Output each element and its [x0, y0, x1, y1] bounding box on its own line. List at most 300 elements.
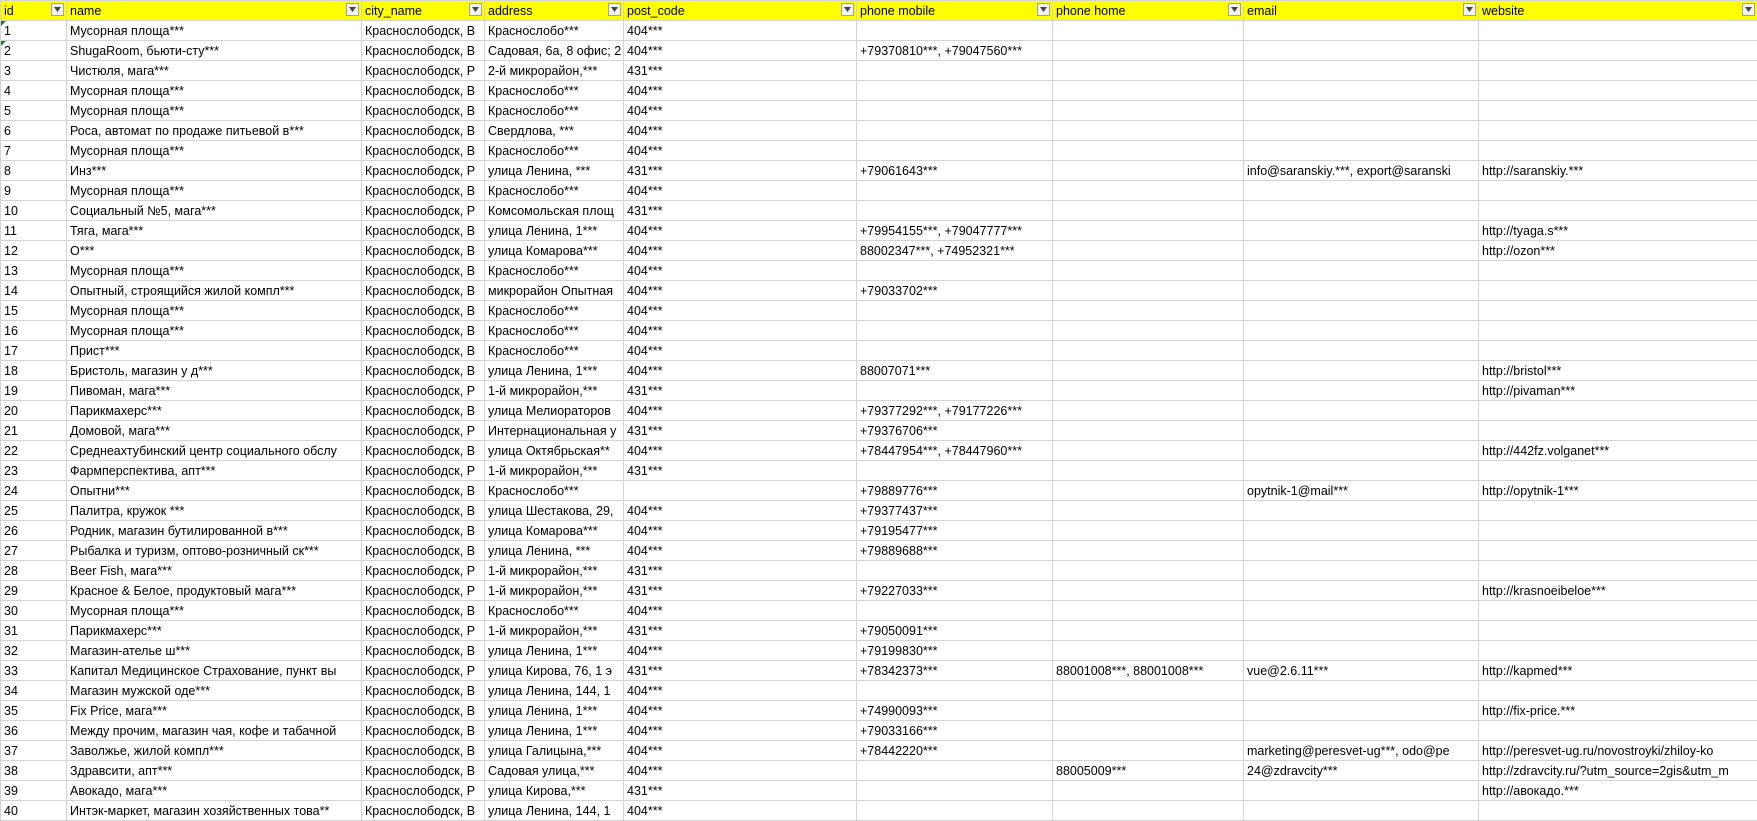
cell-city[interactable]: Краснослободск, В — [362, 521, 485, 541]
cell-email[interactable] — [1244, 181, 1479, 201]
cell-phone-home[interactable] — [1053, 141, 1244, 161]
cell-email[interactable] — [1244, 561, 1479, 581]
cell-email[interactable] — [1244, 341, 1479, 361]
cell-post-code[interactable]: 431*** — [624, 581, 857, 601]
cell-website[interactable]: http://pivaman*** — [1479, 381, 1757, 401]
cell-post-code[interactable]: 431*** — [624, 161, 857, 181]
cell-name[interactable]: Среднеахтубинский центр социального обслу — [67, 441, 362, 461]
cell-post-code[interactable]: 404*** — [624, 601, 857, 621]
cell-phone-home[interactable] — [1053, 501, 1244, 521]
cell-name[interactable]: Мусорная площа*** — [67, 101, 362, 121]
cell-phone-home[interactable] — [1053, 721, 1244, 741]
cell-post-code[interactable]: 404*** — [624, 101, 857, 121]
cell-website[interactable]: http://442fz.volganet*** — [1479, 441, 1757, 461]
cell-phone-mobile[interactable]: +79033702*** — [857, 281, 1053, 301]
cell-phone-home[interactable] — [1053, 681, 1244, 701]
cell-post-code[interactable]: 404*** — [624, 121, 857, 141]
cell-city[interactable]: Краснослободск, В — [362, 761, 485, 781]
cell-id[interactable]: 2 — [1, 41, 67, 61]
cell-city[interactable]: Краснослободск, Р — [362, 61, 485, 81]
cell-id[interactable]: 29 — [1, 581, 67, 601]
cell-website[interactable] — [1479, 801, 1757, 821]
cell-id[interactable]: 6 — [1, 121, 67, 141]
cell-address[interactable]: Краснослобо*** — [485, 301, 624, 321]
cell-name[interactable]: Мусорная площа*** — [67, 181, 362, 201]
cell-address[interactable]: 1-й микрорайон,*** — [485, 461, 624, 481]
cell-city[interactable]: Краснослободск, Р — [362, 461, 485, 481]
cell-name[interactable]: Опытный, строящийся жилой компл*** — [67, 281, 362, 301]
cell-city[interactable]: Краснослободск, В — [362, 261, 485, 281]
cell-id[interactable]: 19 — [1, 381, 67, 401]
cell-id[interactable]: 30 — [1, 601, 67, 621]
cell-phone-home[interactable] — [1053, 601, 1244, 621]
cell-phone-home[interactable]: 88001008***, 88001008*** — [1053, 661, 1244, 681]
cell-id[interactable]: 20 — [1, 401, 67, 421]
cell-website[interactable] — [1479, 461, 1757, 481]
cell-phone-mobile[interactable]: +79199830*** — [857, 641, 1053, 661]
cell-website[interactable] — [1479, 141, 1757, 161]
cell-post-code[interactable]: 404*** — [624, 521, 857, 541]
cell-address[interactable]: Краснослобо*** — [485, 81, 624, 101]
cell-city[interactable]: Краснослободск, Р — [362, 661, 485, 681]
cell-city[interactable]: Краснослободск, Р — [362, 581, 485, 601]
cell-phone-mobile[interactable] — [857, 61, 1053, 81]
cell-address[interactable]: Краснослобо*** — [485, 601, 624, 621]
cell-id[interactable]: 40 — [1, 801, 67, 821]
cell-city[interactable]: Краснослободск, В — [362, 401, 485, 421]
cell-city[interactable]: Краснослободск, Р — [362, 561, 485, 581]
cell-website[interactable] — [1479, 61, 1757, 81]
cell-address[interactable]: Краснослобо*** — [485, 21, 624, 41]
cell-website[interactable] — [1479, 561, 1757, 581]
cell-city[interactable]: Краснослободск, В — [362, 221, 485, 241]
cell-phone-mobile[interactable]: 88007071*** — [857, 361, 1053, 381]
cell-name[interactable]: Между прочим, магазин чая, кофе и табачной — [67, 721, 362, 741]
cell-id[interactable]: 39 — [1, 781, 67, 801]
cell-city[interactable]: Краснослободск, В — [362, 741, 485, 761]
cell-phone-home[interactable] — [1053, 101, 1244, 121]
cell-address[interactable]: Комсомольская площ — [485, 201, 624, 221]
cell-website[interactable]: http://krasnoeibeloe*** — [1479, 581, 1757, 601]
cell-address[interactable]: улица Комарова*** — [485, 521, 624, 541]
cell-website[interactable]: http://ozon*** — [1479, 241, 1757, 261]
cell-address[interactable]: улица Ленина, 1*** — [485, 221, 624, 241]
cell-phone-home[interactable] — [1053, 261, 1244, 281]
cell-post-code[interactable]: 431*** — [624, 661, 857, 681]
cell-website[interactable]: http://opytnik-1*** — [1479, 481, 1757, 501]
cell-address[interactable]: улица Ленина, *** — [485, 541, 624, 561]
cell-id[interactable]: 22 — [1, 441, 67, 461]
cell-name[interactable]: Мусорная площа*** — [67, 141, 362, 161]
cell-id[interactable]: 28 — [1, 561, 67, 581]
cell-name[interactable]: Пивоман, мага*** — [67, 381, 362, 401]
cell-city[interactable]: Краснослободск, В — [362, 181, 485, 201]
cell-email[interactable] — [1244, 681, 1479, 701]
cell-post-code[interactable]: 404*** — [624, 21, 857, 41]
cell-id[interactable]: 14 — [1, 281, 67, 301]
cell-website[interactable] — [1479, 721, 1757, 741]
column-header-address[interactable] — [485, 1, 624, 21]
cell-website[interactable] — [1479, 681, 1757, 701]
cell-email[interactable] — [1244, 421, 1479, 441]
cell-email[interactable] — [1244, 101, 1479, 121]
cell-website[interactable] — [1479, 181, 1757, 201]
cell-phone-home[interactable] — [1053, 801, 1244, 821]
cell-name[interactable]: Fix Price, мага*** — [67, 701, 362, 721]
cell-post-code[interactable]: 404*** — [624, 541, 857, 561]
cell-website[interactable] — [1479, 41, 1757, 61]
cell-name[interactable]: Родник, магазин бутилированной в*** — [67, 521, 362, 541]
cell-phone-home[interactable] — [1053, 561, 1244, 581]
column-header-phone-mobile[interactable] — [857, 1, 1053, 21]
cell-name[interactable]: Бристоль, магазин у д*** — [67, 361, 362, 381]
cell-email[interactable] — [1244, 501, 1479, 521]
cell-id[interactable]: 8 — [1, 161, 67, 181]
cell-name[interactable]: Капитал Медицинское Страхование, пункт вы — [67, 661, 362, 681]
cell-phone-home[interactable] — [1053, 421, 1244, 441]
cell-address[interactable]: улица Ленина, 1*** — [485, 701, 624, 721]
cell-name[interactable]: Магазин-ателье ш*** — [67, 641, 362, 661]
cell-email[interactable] — [1244, 641, 1479, 661]
cell-email[interactable] — [1244, 521, 1479, 541]
cell-phone-mobile[interactable]: +79889688*** — [857, 541, 1053, 561]
cell-website[interactable] — [1479, 341, 1757, 361]
cell-city[interactable]: Краснослободск, Р — [362, 421, 485, 441]
cell-website[interactable] — [1479, 21, 1757, 41]
cell-address[interactable]: улица Кирова, 76, 1 э — [485, 661, 624, 681]
cell-email[interactable] — [1244, 401, 1479, 421]
cell-post-code[interactable]: 431*** — [624, 621, 857, 641]
cell-address[interactable]: Краснослобо*** — [485, 141, 624, 161]
cell-post-code[interactable]: 404*** — [624, 301, 857, 321]
cell-post-code[interactable]: 431*** — [624, 461, 857, 481]
cell-email[interactable] — [1244, 321, 1479, 341]
cell-website[interactable]: http://zdravcity.ru/?utm_source=2gis&utm_m — [1479, 761, 1757, 781]
cell-phone-mobile[interactable] — [857, 801, 1053, 821]
cell-address[interactable]: улица Ленина, *** — [485, 161, 624, 181]
cell-phone-mobile[interactable]: +79376706*** — [857, 421, 1053, 441]
cell-name[interactable]: Инз*** — [67, 161, 362, 181]
cell-phone-home[interactable] — [1053, 461, 1244, 481]
cell-phone-mobile[interactable] — [857, 781, 1053, 801]
cell-name[interactable]: Палитра, кружок *** — [67, 501, 362, 521]
cell-email[interactable] — [1244, 81, 1479, 101]
cell-name[interactable]: Прист*** — [67, 341, 362, 361]
cell-id[interactable]: 34 — [1, 681, 67, 701]
cell-phone-home[interactable] — [1053, 641, 1244, 661]
cell-post-code[interactable]: 404*** — [624, 261, 857, 281]
cell-city[interactable]: Краснослободск, Р — [362, 621, 485, 641]
cell-city[interactable]: Краснослободск, В — [362, 701, 485, 721]
cell-post-code[interactable]: 404*** — [624, 641, 857, 661]
cell-phone-home[interactable] — [1053, 781, 1244, 801]
cell-email[interactable]: 24@zdravcity*** — [1244, 761, 1479, 781]
cell-phone-home[interactable] — [1053, 81, 1244, 101]
cell-email[interactable] — [1244, 301, 1479, 321]
cell-post-code[interactable]: 404*** — [624, 341, 857, 361]
cell-post-code[interactable]: 431*** — [624, 781, 857, 801]
cell-phone-mobile[interactable]: +79061643*** — [857, 161, 1053, 181]
cell-address[interactable]: Интернациональная у — [485, 421, 624, 441]
cell-email[interactable] — [1244, 241, 1479, 261]
cell-id[interactable]: 36 — [1, 721, 67, 741]
cell-email[interactable]: opytnik-1@mail*** — [1244, 481, 1479, 501]
cell-city[interactable]: Краснослободск, В — [362, 281, 485, 301]
cell-phone-home[interactable] — [1053, 521, 1244, 541]
cell-website[interactable] — [1479, 81, 1757, 101]
cell-id[interactable]: 21 — [1, 421, 67, 441]
cell-address[interactable]: улица Галицына,*** — [485, 741, 624, 761]
cell-name[interactable]: Интэк-маркет, магазин хозяйственных това** — [67, 801, 362, 821]
cell-address[interactable]: улица Октябрьская** — [485, 441, 624, 461]
cell-id[interactable]: 31 — [1, 621, 67, 641]
cell-website[interactable] — [1479, 101, 1757, 121]
cell-website[interactable]: http://peresvet-ug.ru/novostroyki/zhiloy-ko — [1479, 741, 1757, 761]
cell-post-code[interactable]: 431*** — [624, 201, 857, 221]
cell-email[interactable] — [1244, 581, 1479, 601]
cell-phone-mobile[interactable]: +79889776*** — [857, 481, 1053, 501]
filter-dropdown-icon[interactable] — [1037, 3, 1050, 16]
cell-id[interactable]: 16 — [1, 321, 67, 341]
cell-address[interactable]: 2-й микрорайон,*** — [485, 61, 624, 81]
cell-city[interactable]: Краснослободск, Р — [362, 381, 485, 401]
filter-dropdown-icon[interactable] — [841, 3, 854, 16]
cell-name[interactable]: Мусорная площа*** — [67, 261, 362, 281]
cell-phone-home[interactable] — [1053, 321, 1244, 341]
cell-address[interactable]: Краснослобо*** — [485, 341, 624, 361]
cell-id[interactable]: 13 — [1, 261, 67, 281]
cell-city[interactable]: Краснослободск, Р — [362, 161, 485, 181]
cell-address[interactable]: улица Шестакова, 29, — [485, 501, 624, 521]
cell-address[interactable]: улица Кирова,*** — [485, 781, 624, 801]
cell-city[interactable]: Краснослободск, В — [362, 541, 485, 561]
cell-website[interactable]: http://bristol*** — [1479, 361, 1757, 381]
filter-dropdown-icon[interactable] — [469, 3, 482, 16]
cell-website[interactable] — [1479, 501, 1757, 521]
cell-name[interactable]: Мусорная площа*** — [67, 21, 362, 41]
cell-email[interactable] — [1244, 61, 1479, 81]
filter-dropdown-icon[interactable] — [608, 3, 621, 16]
cell-phone-mobile[interactable]: +74990093*** — [857, 701, 1053, 721]
cell-address[interactable]: Садовая улица,*** — [485, 761, 624, 781]
cell-name[interactable]: Парикмахерс*** — [67, 401, 362, 421]
cell-email[interactable] — [1244, 721, 1479, 741]
filter-dropdown-icon[interactable] — [51, 3, 64, 16]
cell-phone-home[interactable] — [1053, 21, 1244, 41]
cell-phone-mobile[interactable]: +78447954***, +78447960*** — [857, 441, 1053, 461]
column-header-name[interactable] — [67, 1, 362, 21]
cell-phone-mobile[interactable] — [857, 761, 1053, 781]
column-header-email[interactable] — [1244, 1, 1479, 21]
cell-address[interactable]: улица Комарова*** — [485, 241, 624, 261]
cell-id[interactable]: 7 — [1, 141, 67, 161]
cell-phone-home[interactable] — [1053, 41, 1244, 61]
cell-name[interactable]: Роса, автомат по продаже питьевой в*** — [67, 121, 362, 141]
cell-address[interactable]: Краснослобо*** — [485, 481, 624, 501]
cell-website[interactable]: http://fix-price.*** — [1479, 701, 1757, 721]
cell-phone-mobile[interactable]: 88002347***, +74952321*** — [857, 241, 1053, 261]
cell-website[interactable]: http://kapmed*** — [1479, 661, 1757, 681]
cell-phone-mobile[interactable]: +79033166*** — [857, 721, 1053, 741]
cell-phone-mobile[interactable] — [857, 681, 1053, 701]
cell-id[interactable]: 3 — [1, 61, 67, 81]
cell-website[interactable] — [1479, 301, 1757, 321]
cell-phone-home[interactable] — [1053, 741, 1244, 761]
cell-post-code[interactable]: 431*** — [624, 421, 857, 441]
cell-phone-home[interactable] — [1053, 181, 1244, 201]
cell-post-code[interactable]: 404*** — [624, 401, 857, 421]
cell-id[interactable]: 11 — [1, 221, 67, 241]
cell-post-code[interactable]: 404*** — [624, 721, 857, 741]
cell-city[interactable]: Краснослободск, В — [362, 81, 485, 101]
cell-phone-mobile[interactable] — [857, 341, 1053, 361]
cell-email[interactable] — [1244, 121, 1479, 141]
cell-phone-home[interactable] — [1053, 161, 1244, 181]
cell-id[interactable]: 12 — [1, 241, 67, 261]
cell-website[interactable] — [1479, 541, 1757, 561]
cell-city[interactable]: Краснослободск, В — [362, 121, 485, 141]
cell-phone-mobile[interactable] — [857, 21, 1053, 41]
column-header-website[interactable] — [1479, 1, 1757, 21]
cell-address[interactable]: микрорайон Опытная — [485, 281, 624, 301]
cell-post-code[interactable]: 404*** — [624, 41, 857, 61]
cell-address[interactable]: 1-й микрорайон,*** — [485, 381, 624, 401]
cell-phone-mobile[interactable]: +79377437*** — [857, 501, 1053, 521]
cell-phone-home[interactable] — [1053, 581, 1244, 601]
filter-dropdown-icon[interactable] — [1463, 3, 1476, 16]
cell-city[interactable]: Краснослободск, Р — [362, 781, 485, 801]
cell-id[interactable]: 38 — [1, 761, 67, 781]
cell-name[interactable]: Авокадо, мага*** — [67, 781, 362, 801]
cell-phone-mobile[interactable] — [857, 321, 1053, 341]
cell-email[interactable]: vue@2.6.11*** — [1244, 661, 1479, 681]
cell-phone-home[interactable] — [1053, 401, 1244, 421]
cell-post-code[interactable] — [624, 481, 857, 501]
cell-city[interactable]: Краснослободск, В — [362, 141, 485, 161]
cell-email[interactable] — [1244, 701, 1479, 721]
cell-phone-mobile[interactable] — [857, 301, 1053, 321]
cell-phone-mobile[interactable]: +79195477*** — [857, 521, 1053, 541]
cell-city[interactable]: Краснослободск, В — [362, 241, 485, 261]
cell-address[interactable]: улица Ленина, 1*** — [485, 721, 624, 741]
cell-phone-mobile[interactable]: +79227033*** — [857, 581, 1053, 601]
cell-phone-home[interactable] — [1053, 281, 1244, 301]
cell-post-code[interactable]: 404*** — [624, 141, 857, 161]
cell-post-code[interactable]: 404*** — [624, 801, 857, 821]
cell-website[interactable]: http://tyaga.s*** — [1479, 221, 1757, 241]
cell-id[interactable]: 17 — [1, 341, 67, 361]
cell-email[interactable] — [1244, 261, 1479, 281]
cell-email[interactable] — [1244, 381, 1479, 401]
cell-city[interactable]: Краснослободск, В — [362, 301, 485, 321]
cell-address[interactable]: улица Ленина, 1*** — [485, 641, 624, 661]
cell-city[interactable]: Краснослободск, В — [362, 681, 485, 701]
cell-address[interactable]: улица Ленина, 1*** — [485, 361, 624, 381]
cell-phone-home[interactable] — [1053, 301, 1244, 321]
cell-city[interactable]: Краснослободск, В — [362, 341, 485, 361]
cell-city[interactable]: Краснослободск, В — [362, 21, 485, 41]
cell-phone-mobile[interactable]: +79377292***, +79177226*** — [857, 401, 1053, 421]
cell-name[interactable]: Тяга, мага*** — [67, 221, 362, 241]
cell-phone-home[interactable] — [1053, 481, 1244, 501]
cell-website[interactable] — [1479, 641, 1757, 661]
cell-address[interactable]: улица Ленина, 144, 1 — [485, 801, 624, 821]
cell-name[interactable]: Мусорная площа*** — [67, 601, 362, 621]
cell-id[interactable]: 10 — [1, 201, 67, 221]
cell-phone-home[interactable] — [1053, 121, 1244, 141]
cell-post-code[interactable]: 404*** — [624, 81, 857, 101]
cell-email[interactable] — [1244, 621, 1479, 641]
cell-phone-home[interactable] — [1053, 201, 1244, 221]
cell-email[interactable] — [1244, 441, 1479, 461]
cell-name[interactable]: ShugaRoom, бьюти-сту*** — [67, 41, 362, 61]
cell-email[interactable]: info@saranskiy.***, export@saranski — [1244, 161, 1479, 181]
cell-city[interactable]: Краснослободск, В — [362, 601, 485, 621]
cell-id[interactable]: 15 — [1, 301, 67, 321]
cell-website[interactable] — [1479, 421, 1757, 441]
cell-name[interactable]: Мусорная площа*** — [67, 321, 362, 341]
cell-address[interactable]: 1-й микрорайон,*** — [485, 581, 624, 601]
cell-post-code[interactable]: 404*** — [624, 241, 857, 261]
cell-phone-mobile[interactable]: +79050091*** — [857, 621, 1053, 641]
cell-post-code[interactable]: 431*** — [624, 381, 857, 401]
cell-name[interactable]: О*** — [67, 241, 362, 261]
cell-address[interactable]: 1-й микрорайон,*** — [485, 561, 624, 581]
cell-website[interactable] — [1479, 261, 1757, 281]
cell-address[interactable]: Садовая, 6а, 8 офис; 2 — [485, 41, 624, 61]
cell-phone-mobile[interactable]: +79370810***, +79047560*** — [857, 41, 1053, 61]
cell-website[interactable] — [1479, 281, 1757, 301]
cell-name[interactable]: Чистюля, мага*** — [67, 61, 362, 81]
cell-id[interactable]: 26 — [1, 521, 67, 541]
cell-id[interactable]: 24 — [1, 481, 67, 501]
cell-email[interactable] — [1244, 601, 1479, 621]
cell-post-code[interactable]: 431*** — [624, 61, 857, 81]
cell-name[interactable]: Фармперспектива, апт*** — [67, 461, 362, 481]
cell-website[interactable] — [1479, 401, 1757, 421]
cell-id[interactable]: 5 — [1, 101, 67, 121]
cell-id[interactable]: 18 — [1, 361, 67, 381]
cell-post-code[interactable]: 404*** — [624, 761, 857, 781]
cell-phone-mobile[interactable] — [857, 381, 1053, 401]
cell-phone-home[interactable] — [1053, 61, 1244, 81]
cell-phone-mobile[interactable]: +79954155***, +79047777*** — [857, 221, 1053, 241]
cell-post-code[interactable]: 404*** — [624, 681, 857, 701]
cell-phone-mobile[interactable] — [857, 181, 1053, 201]
column-header-city[interactable] — [362, 1, 485, 21]
cell-phone-mobile[interactable] — [857, 201, 1053, 221]
cell-phone-mobile[interactable] — [857, 601, 1053, 621]
cell-address[interactable]: улица Ленина, 144, 1 — [485, 681, 624, 701]
cell-website[interactable] — [1479, 321, 1757, 341]
cell-website[interactable]: http://saranskiy.*** — [1479, 161, 1757, 181]
cell-id[interactable]: 37 — [1, 741, 67, 761]
cell-phone-home[interactable] — [1053, 241, 1244, 261]
cell-email[interactable] — [1244, 801, 1479, 821]
cell-city[interactable]: Краснослободск, В — [362, 721, 485, 741]
filter-dropdown-icon[interactable] — [1742, 3, 1755, 16]
cell-address[interactable]: Краснослобо*** — [485, 261, 624, 281]
cell-city[interactable]: Краснослободск, В — [362, 441, 485, 461]
cell-name[interactable]: Красное & Белое, продуктовый мага*** — [67, 581, 362, 601]
cell-email[interactable] — [1244, 201, 1479, 221]
cell-phone-home[interactable] — [1053, 621, 1244, 641]
cell-name[interactable]: Парикмахерс*** — [67, 621, 362, 641]
cell-post-code[interactable]: 404*** — [624, 221, 857, 241]
cell-city[interactable]: Краснослободск, В — [362, 501, 485, 521]
cell-post-code[interactable]: 404*** — [624, 361, 857, 381]
column-header-phone-home[interactable] — [1053, 1, 1244, 21]
